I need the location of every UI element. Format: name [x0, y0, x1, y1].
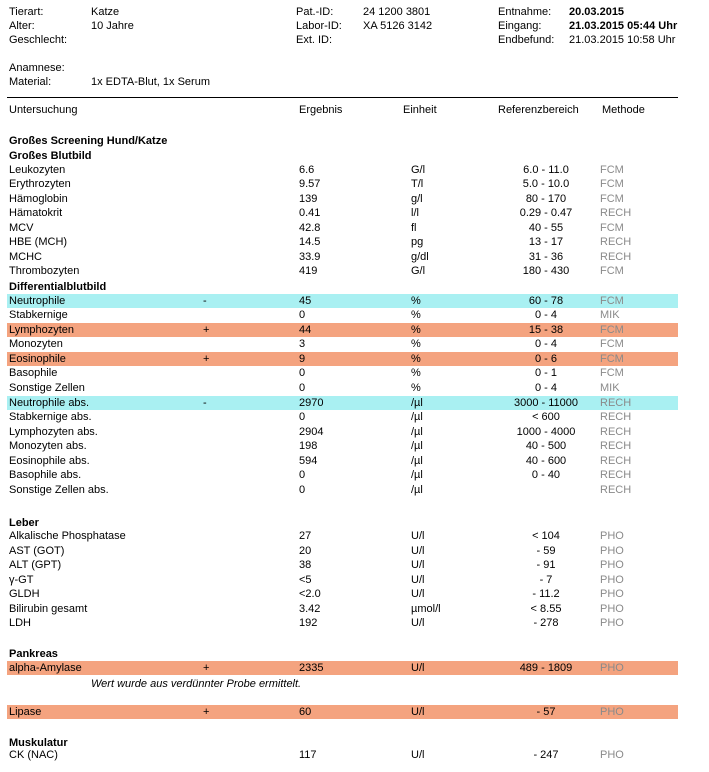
reference-range: 6.0 - 11.0	[523, 164, 569, 176]
reference-range: 0 - 6	[534, 353, 557, 365]
method-code: FCM	[600, 265, 624, 277]
col-untersuchung: Untersuchung	[9, 104, 78, 116]
method-code: FCM	[600, 338, 624, 350]
test-name: Alkalische Phosphatase	[9, 530, 126, 542]
reference-range: 3000 - 11000	[513, 397, 579, 409]
test-name: Lymphozyten	[9, 324, 75, 336]
method-code: RECH	[600, 207, 632, 219]
result-value: 6.6	[299, 164, 315, 176]
table-row	[7, 616, 678, 630]
unit-value: /µl	[411, 426, 423, 438]
result-value: 9	[299, 353, 306, 365]
col-methode: Methode	[602, 104, 645, 116]
result-value: 0	[299, 484, 306, 496]
result-value: 0	[299, 469, 306, 481]
unit-value: %	[411, 382, 421, 394]
table-row	[7, 323, 678, 337]
test-name: Stabkernige abs.	[9, 411, 92, 423]
entnahme-value: 20.03.2015	[569, 6, 625, 18]
method-code: RECH	[600, 411, 632, 423]
section-blutbild: Großes Blutbild	[9, 150, 92, 162]
unit-value: U/l	[411, 545, 425, 557]
reference-range: 489 - 1809	[519, 662, 573, 674]
result-value: 0	[299, 309, 306, 321]
test-name: HBE (MCH)	[9, 236, 68, 248]
test-name: Lymphozyten abs.	[9, 426, 98, 438]
anamnese-label: Anamnese:	[9, 62, 65, 74]
table-row	[7, 439, 678, 453]
pat-id-label: Pat.-ID:	[296, 6, 334, 18]
result-value: 594	[299, 455, 318, 467]
unit-value: T/l	[411, 178, 424, 190]
unit-value: U/l	[411, 559, 425, 571]
reference-range: 0.29 - 0.47	[519, 207, 573, 219]
result-value: 0	[299, 382, 306, 394]
test-name: Sonstige Zellen abs.	[9, 484, 109, 496]
eingang-value: 21.03.2015 05:44 Uhr	[569, 20, 678, 32]
unit-value: U/l	[411, 662, 425, 674]
unit-value: %	[411, 295, 421, 307]
result-value: <2.0	[299, 588, 321, 600]
labor-id-value: XA 5126 3142	[363, 20, 433, 32]
method-code: FCM	[600, 324, 624, 336]
test-name: Hämoglobin	[9, 193, 68, 205]
unit-value: pg	[411, 236, 424, 248]
test-name: MCHC	[9, 251, 42, 263]
result-value: <5	[299, 574, 312, 586]
unit-value: g/l	[411, 193, 423, 205]
test-name: Basophile abs.	[9, 469, 82, 481]
test-name: Monozyten abs.	[9, 440, 87, 452]
table-row	[7, 250, 678, 264]
result-value: 45	[299, 295, 312, 307]
method-code: PHO	[600, 545, 624, 557]
table-row	[7, 544, 678, 558]
unit-value: /µl	[411, 469, 423, 481]
test-name: Neutrophile abs.	[9, 397, 90, 409]
table-row	[7, 264, 678, 278]
unit-value: G/l	[411, 265, 426, 277]
unit-value: /µl	[411, 440, 423, 452]
result-value: 14.5	[299, 236, 321, 248]
test-name: Leukozyten	[9, 164, 66, 176]
unit-value: %	[411, 309, 421, 321]
result-value: 44	[299, 324, 312, 336]
section-pankreas: Pankreas	[9, 648, 58, 660]
table-row	[7, 602, 678, 616]
geschlecht-label: Geschlecht:	[9, 34, 68, 46]
unit-value: %	[411, 367, 421, 379]
test-name: Stabkernige	[9, 309, 68, 321]
table-row	[7, 425, 678, 439]
unit-value: l/l	[411, 207, 419, 219]
table-row	[7, 529, 678, 543]
method-code: PHO	[600, 749, 624, 761]
flag-indicator: +	[203, 662, 210, 674]
reference-range: 180 - 430	[522, 265, 570, 277]
method-code: FCM	[600, 193, 624, 205]
material-value: 1x EDTA-Blut, 1x Serum	[91, 76, 210, 88]
test-name: Bilirubin gesamt	[9, 603, 88, 615]
reference-range: 40 - 500	[525, 440, 567, 452]
method-code: RECH	[600, 484, 632, 496]
result-value: 2970	[299, 397, 324, 409]
method-code: PHO	[600, 706, 624, 718]
test-name: Lipase	[9, 706, 42, 718]
table-row	[7, 352, 678, 366]
unit-value: µmol/l	[411, 603, 441, 615]
test-name: Monozyten	[9, 338, 63, 350]
reference-range: < 104	[532, 530, 560, 542]
test-name: Eosinophile	[9, 353, 66, 365]
reference-range: 31 - 36	[528, 251, 564, 263]
method-code: RECH	[600, 426, 632, 438]
reference-range: 13 - 17	[528, 236, 564, 248]
method-code: RECH	[600, 397, 632, 409]
reference-range: - 91	[536, 559, 556, 571]
test-name: AST (GOT)	[9, 545, 65, 557]
method-code: RECH	[600, 251, 632, 263]
table-row	[7, 206, 678, 220]
method-code: PHO	[600, 617, 624, 629]
unit-value: G/l	[411, 164, 426, 176]
unit-value: %	[411, 353, 421, 365]
table-row	[7, 454, 678, 468]
alter-label: Alter:	[9, 20, 35, 32]
section-leber: Leber	[9, 517, 39, 529]
unit-value: %	[411, 338, 421, 350]
test-name: GLDH	[9, 588, 40, 600]
result-value: 117	[299, 749, 317, 761]
test-name: Basophile	[9, 367, 58, 379]
test-name: Thrombozyten	[9, 265, 80, 277]
reference-range: 60 - 78	[528, 295, 564, 307]
reference-range: 0 - 4	[534, 309, 557, 321]
unit-value: U/l	[411, 706, 425, 718]
eingang-label: Eingang:	[498, 20, 542, 32]
col-ergebnis: Ergebnis	[299, 104, 343, 116]
method-code: FCM	[600, 295, 624, 307]
table-row	[7, 192, 678, 206]
test-name: LDH	[9, 617, 32, 629]
method-code: RECH	[600, 455, 632, 467]
result-value: 0	[299, 411, 306, 423]
unit-value: /µl	[411, 397, 423, 409]
table-row	[7, 468, 678, 482]
table-row	[7, 221, 678, 235]
alter-value: 10 Jahre	[91, 20, 134, 32]
table-row	[7, 294, 678, 308]
flag-indicator: -	[203, 397, 207, 409]
unit-value: g/dl	[411, 251, 429, 263]
reference-range: - 278	[533, 617, 559, 629]
table-row	[7, 661, 678, 675]
table-row	[7, 410, 678, 424]
method-code: MIK	[600, 309, 620, 321]
result-value: 139	[299, 193, 318, 205]
test-name: ALT (GPT)	[9, 559, 62, 571]
table-row	[7, 748, 678, 762]
entnahme-label: Entnahme:	[498, 6, 552, 18]
tierart-label: Tierart:	[9, 6, 44, 18]
table-row	[7, 381, 678, 395]
test-name: MCV	[9, 222, 34, 234]
result-value: 2904	[299, 426, 324, 438]
flag-indicator: -	[203, 295, 207, 307]
reference-range: - 59	[536, 545, 556, 557]
method-code: PHO	[600, 588, 624, 600]
flag-indicator: +	[203, 324, 210, 336]
endbefund-label: Endbefund:	[498, 34, 555, 46]
test-name: γ-GT	[9, 574, 34, 586]
result-value: 60	[299, 706, 312, 718]
table-row	[7, 366, 678, 380]
reference-range: 40 - 55	[528, 222, 564, 234]
table-row	[7, 177, 678, 191]
unit-value: %	[411, 324, 421, 336]
tierart-value: Katze	[91, 6, 120, 18]
unit-value: U/l	[411, 574, 425, 586]
result-value: 42.8	[299, 222, 321, 234]
unit-value: U/l	[411, 588, 425, 600]
result-value: 33.9	[299, 251, 321, 263]
table-row	[7, 396, 678, 410]
table-row	[7, 163, 678, 177]
test-name: Neutrophile	[9, 295, 66, 307]
table-row	[7, 587, 678, 601]
reference-range: 15 - 38	[528, 324, 564, 336]
unit-value: fl	[411, 222, 417, 234]
reference-range: 80 - 170	[525, 193, 567, 205]
section-differentialblutbild: Differentialblutbild	[9, 281, 107, 293]
col-referenz: Referenzbereich	[498, 104, 579, 116]
method-code: RECH	[600, 440, 632, 452]
section-screening: Großes Screening Hund/Katze	[9, 135, 168, 147]
reference-range: 0 - 4	[534, 338, 557, 350]
unit-value: U/l	[411, 749, 425, 761]
result-value: 419	[299, 265, 318, 277]
result-value: 198	[299, 440, 318, 452]
test-name: Erythrozyten	[9, 178, 71, 190]
col-einheit: Einheit	[403, 104, 437, 116]
method-code: FCM	[600, 164, 624, 176]
reference-range: 0 - 1	[534, 367, 557, 379]
labor-id-label: Labor-ID:	[296, 20, 342, 32]
method-code: RECH	[600, 236, 632, 248]
result-value: 9.57	[299, 178, 321, 190]
material-label: Material:	[9, 76, 52, 88]
test-name: Hämatokrit	[9, 207, 63, 219]
method-code: PHO	[600, 574, 624, 586]
method-code: RECH	[600, 469, 632, 481]
method-code: MIK	[600, 382, 620, 394]
method-code: PHO	[600, 530, 624, 542]
result-value: 0.41	[299, 207, 321, 219]
unit-value: /µl	[411, 484, 423, 496]
method-code: FCM	[600, 367, 624, 379]
pat-id-value: 24 1200 3801	[363, 6, 431, 18]
result-value: 0	[299, 367, 306, 379]
reference-range: < 600	[532, 411, 560, 423]
result-value: 38	[299, 559, 312, 571]
unit-value: /µl	[411, 411, 423, 423]
method-code: FCM	[600, 222, 624, 234]
reference-range: - 11.2	[532, 588, 560, 600]
test-name: Sonstige Zellen	[9, 382, 85, 394]
section-muskulatur: Muskulatur	[9, 737, 68, 749]
table-row	[7, 483, 678, 497]
method-code: PHO	[600, 662, 624, 674]
table-row	[7, 235, 678, 249]
unit-value: U/l	[411, 530, 425, 542]
table-row	[7, 705, 678, 719]
dilution-note: Wert wurde aus verdünnter Probe ermittelt.	[91, 678, 302, 690]
test-name: CK (NAC)	[9, 749, 58, 761]
reference-range: 0 - 4	[534, 382, 557, 394]
reference-range: - 57	[536, 706, 556, 718]
reference-range: 0 - 40	[531, 469, 561, 481]
reference-range: - 7	[539, 574, 553, 586]
result-value: 3	[299, 338, 306, 350]
table-row	[7, 573, 678, 587]
result-value: 3.42	[299, 603, 321, 615]
table-row	[7, 308, 678, 322]
ext-id-label: Ext. ID:	[296, 34, 333, 46]
method-code: PHO	[600, 603, 624, 615]
method-code: PHO	[600, 559, 624, 571]
table-row	[7, 558, 678, 572]
header-divider	[7, 97, 678, 98]
result-value: 20	[299, 545, 312, 557]
reference-range: 1000 - 4000	[516, 426, 576, 438]
method-code: FCM	[600, 178, 624, 190]
flag-indicator: +	[203, 353, 210, 365]
unit-value: /µl	[411, 455, 423, 467]
method-code: FCM	[600, 353, 624, 365]
result-value: 27	[299, 530, 312, 542]
reference-range: 40 - 600	[525, 455, 567, 467]
table-row	[7, 337, 678, 351]
reference-range: 5.0 - 10.0	[522, 178, 570, 190]
result-value: 2335	[299, 662, 324, 674]
reference-range: - 247	[533, 749, 559, 761]
test-name: alpha-Amylase	[9, 662, 82, 674]
flag-indicator: +	[203, 706, 210, 718]
test-name: Eosinophile abs.	[9, 455, 90, 467]
result-value: 192	[299, 617, 318, 629]
reference-range: < 8.55	[530, 603, 562, 615]
unit-value: U/l	[411, 617, 425, 629]
endbefund-value: 21.03.2015 10:58 Uhr	[569, 34, 676, 46]
